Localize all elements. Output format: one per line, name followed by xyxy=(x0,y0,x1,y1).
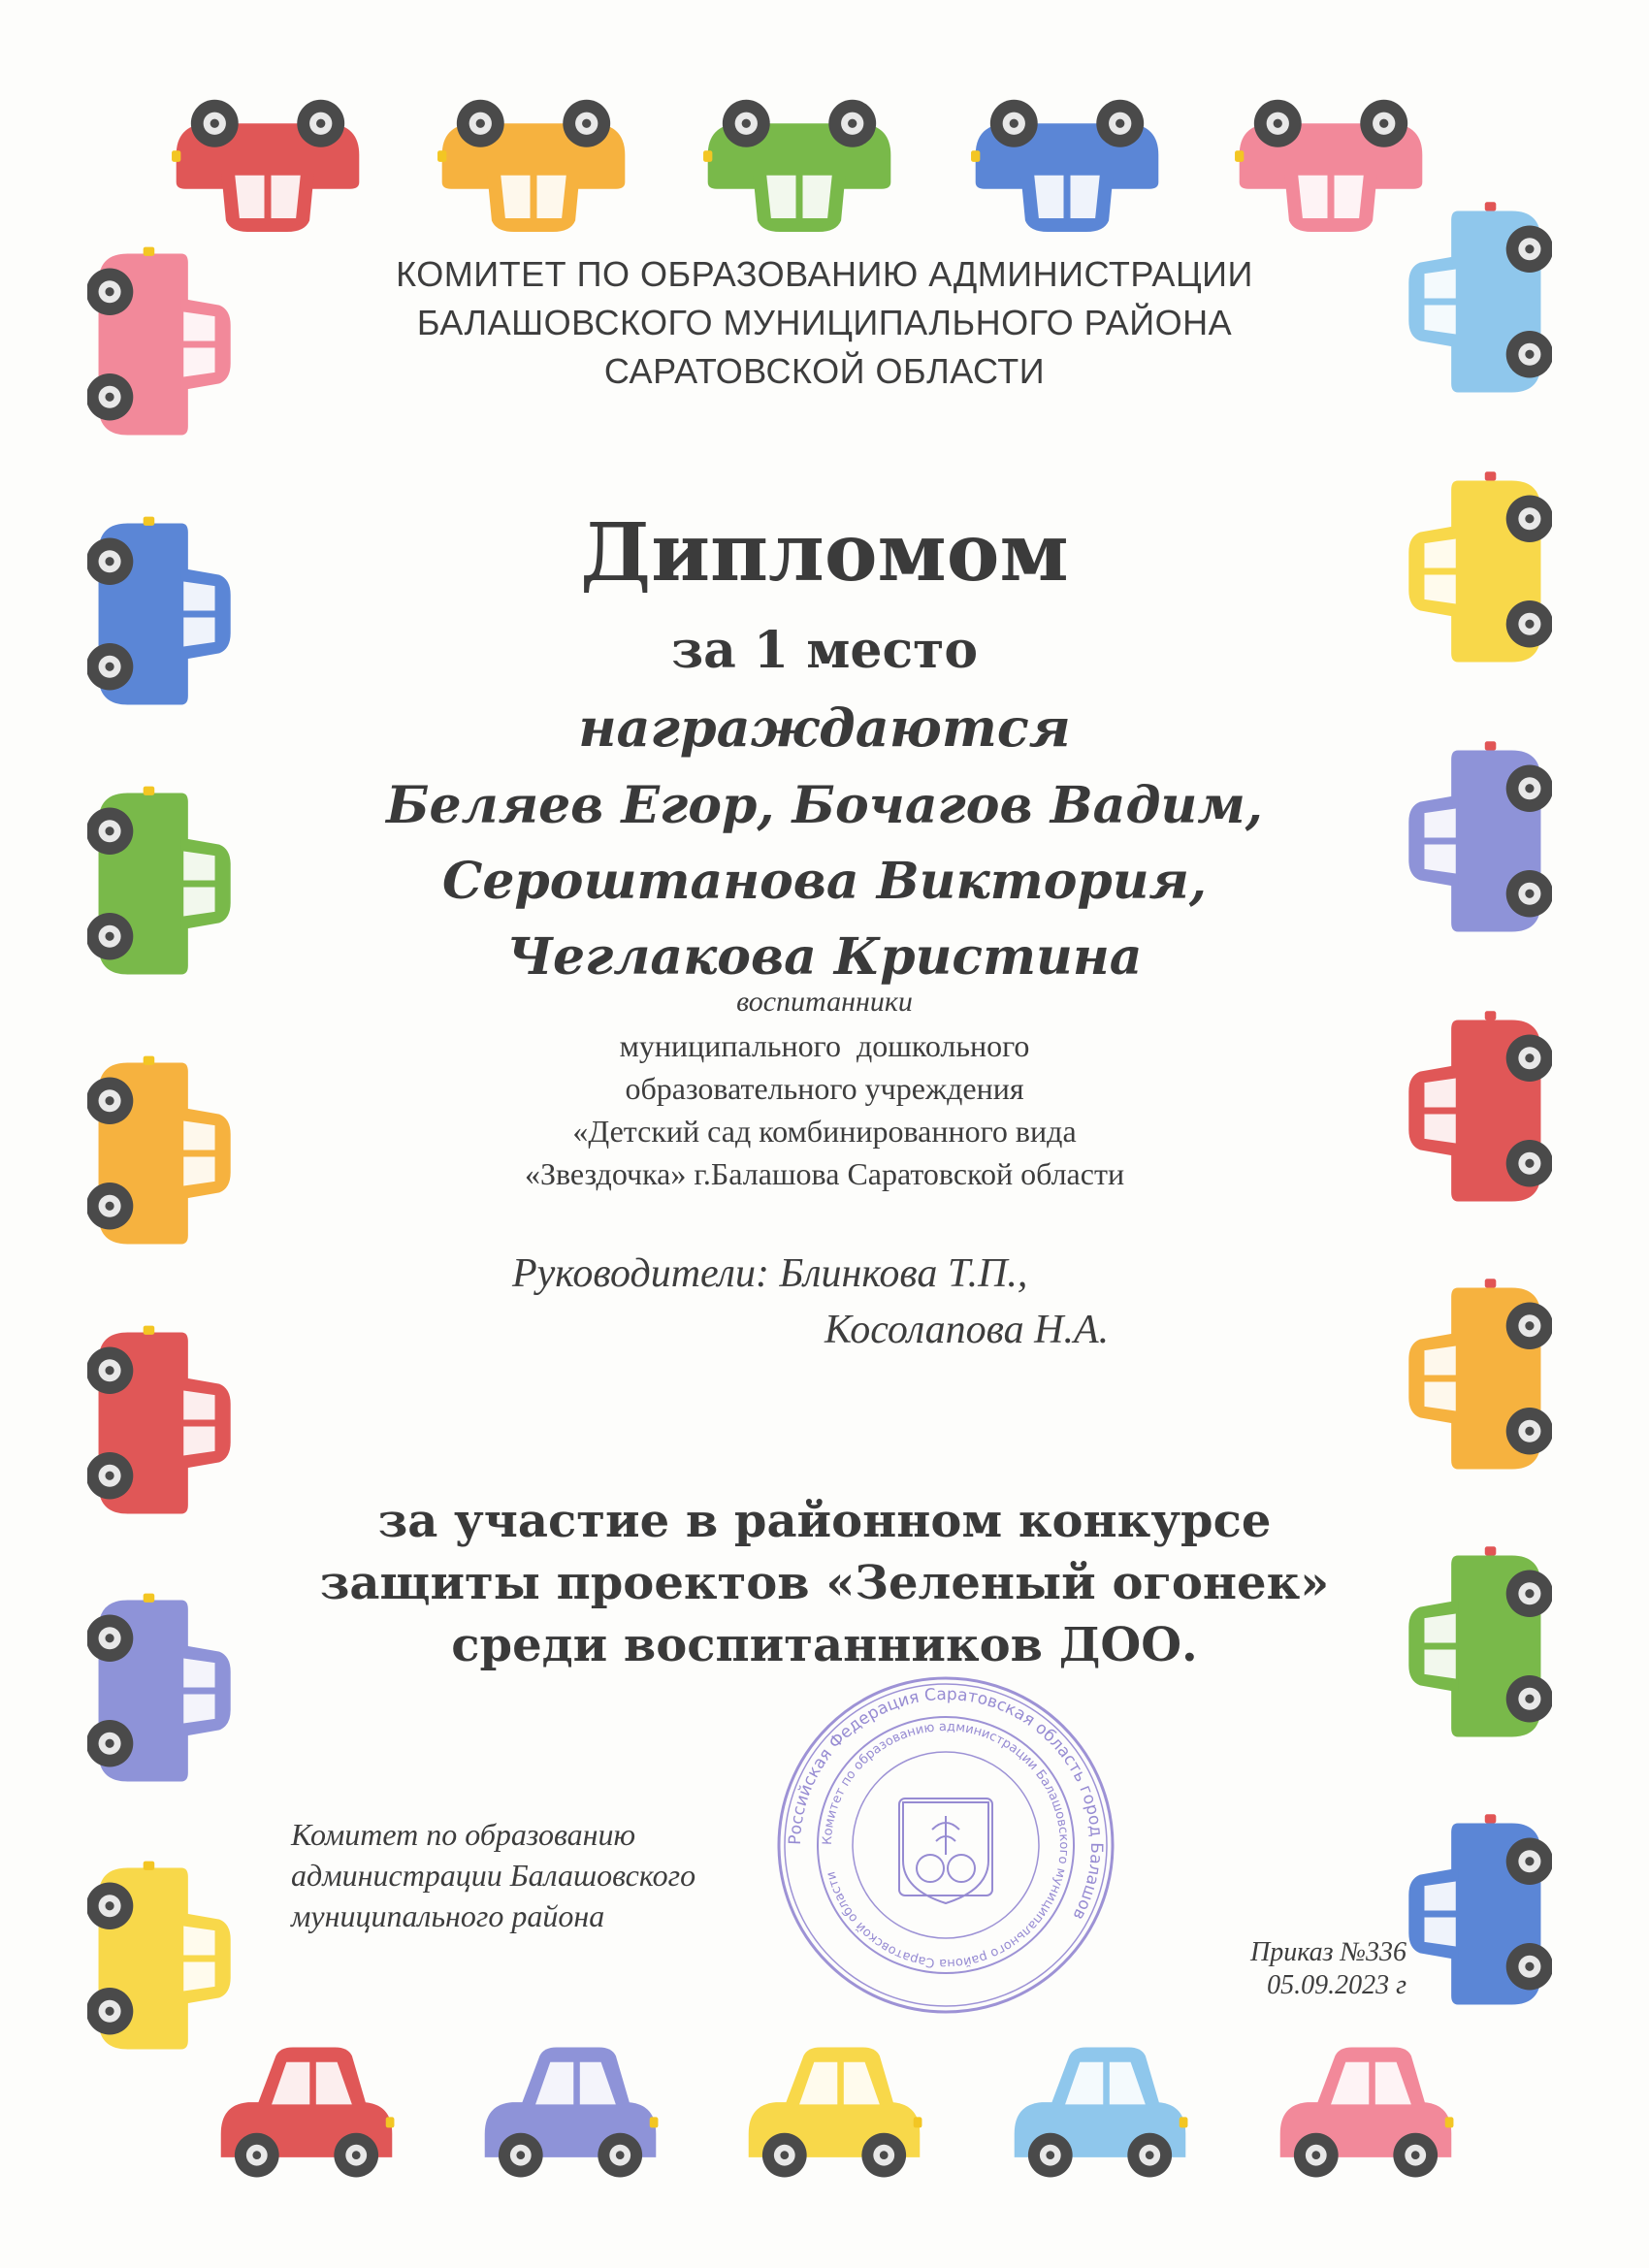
institution-line-4: «Звездочка» г.Балашова Саратовской области xyxy=(524,1156,1125,1191)
institution-line-1: муниципального дошкольного xyxy=(619,1028,1030,1063)
committee-line-3: муниципального района xyxy=(291,1898,605,1933)
institution-block xyxy=(0,1024,1649,1195)
contest-line-3: среди воспитанников ДОО. xyxy=(451,1618,1198,1672)
car-icon-top-orange xyxy=(417,87,650,239)
stamp-inner-text: Комитет по образованию администрации Балашовского муниципального района Саратовской области xyxy=(820,1719,1072,1971)
coat-of-arms-icon xyxy=(899,1798,992,1903)
car-icon-top-red xyxy=(151,87,384,239)
recipient-line-3: Чеглакова Кристина xyxy=(506,927,1143,987)
contest-line-2: защиты проектов «Зеленый огонек» xyxy=(319,1556,1330,1610)
order-date: 05.09.2023 г xyxy=(1267,1970,1406,2000)
recipient-line-2: Сероштанова Виктория, xyxy=(441,852,1208,911)
header-line-3: САРАТОВСКОЙ ОБЛАСТИ xyxy=(603,351,1046,391)
order-reference xyxy=(1250,1936,1406,2002)
car-icon-right-blue xyxy=(1406,1802,1552,2025)
leaders-line-1: Руководители: Блинкова Т.П., xyxy=(512,1251,1028,1296)
committee-line-1: Комитет по образованию xyxy=(291,1817,636,1852)
institution-line-3: «Детский сад комбинированного вида xyxy=(572,1114,1077,1149)
recipient-line-1: Беляев Егор, Бочагов Вадим, xyxy=(386,776,1263,835)
committee-line-2: администрации Балашовского xyxy=(291,1858,696,1893)
header-line-1: КОМИТЕТ ПО ОБРАЗОВАНИЮ АДМИНИСТРАЦИИ xyxy=(396,254,1253,294)
committee-signature-block xyxy=(291,1814,695,1936)
car-icon-bottom-lightblue xyxy=(984,2018,1216,2183)
leaders-block xyxy=(512,1246,1109,1358)
car-icon-top-green xyxy=(683,87,916,239)
recipient-names xyxy=(0,768,1649,995)
issuer-header xyxy=(0,250,1649,396)
car-icon-top-blue xyxy=(951,87,1183,239)
pupils-label: воспитанники xyxy=(736,986,913,1018)
car-icon-bottom-yellow xyxy=(718,2018,951,2183)
stamp-outer-text: Российская Федерация Саратовская область город Балашов xyxy=(785,1684,1107,1924)
car-icon-bottom-pink xyxy=(1249,2018,1482,2183)
car-icon-bottom-red xyxy=(190,2018,423,2183)
car-icon-bottom-violet xyxy=(454,2018,687,2183)
contest-line-1: за участие в районном конкурсе xyxy=(377,1494,1272,1548)
institution-line-2: образовательного учреждения xyxy=(625,1071,1024,1106)
awarded-label: награждаются xyxy=(578,697,1071,759)
contest-block xyxy=(0,1490,1649,1676)
award-place: за 1 место xyxy=(670,621,979,680)
order-number: Приказ №336 xyxy=(1250,1937,1406,1967)
header-line-2: БАЛАШОВСКОГО МУНИЦИПАЛЬНОГО РАЙОНА xyxy=(416,303,1233,342)
official-stamp xyxy=(771,1670,1120,2020)
leaders-line-2: Косолапова Н.А. xyxy=(824,1308,1110,1352)
diploma-title: Дипломом xyxy=(580,506,1069,599)
car-icon-right-orange xyxy=(1406,1267,1552,1490)
